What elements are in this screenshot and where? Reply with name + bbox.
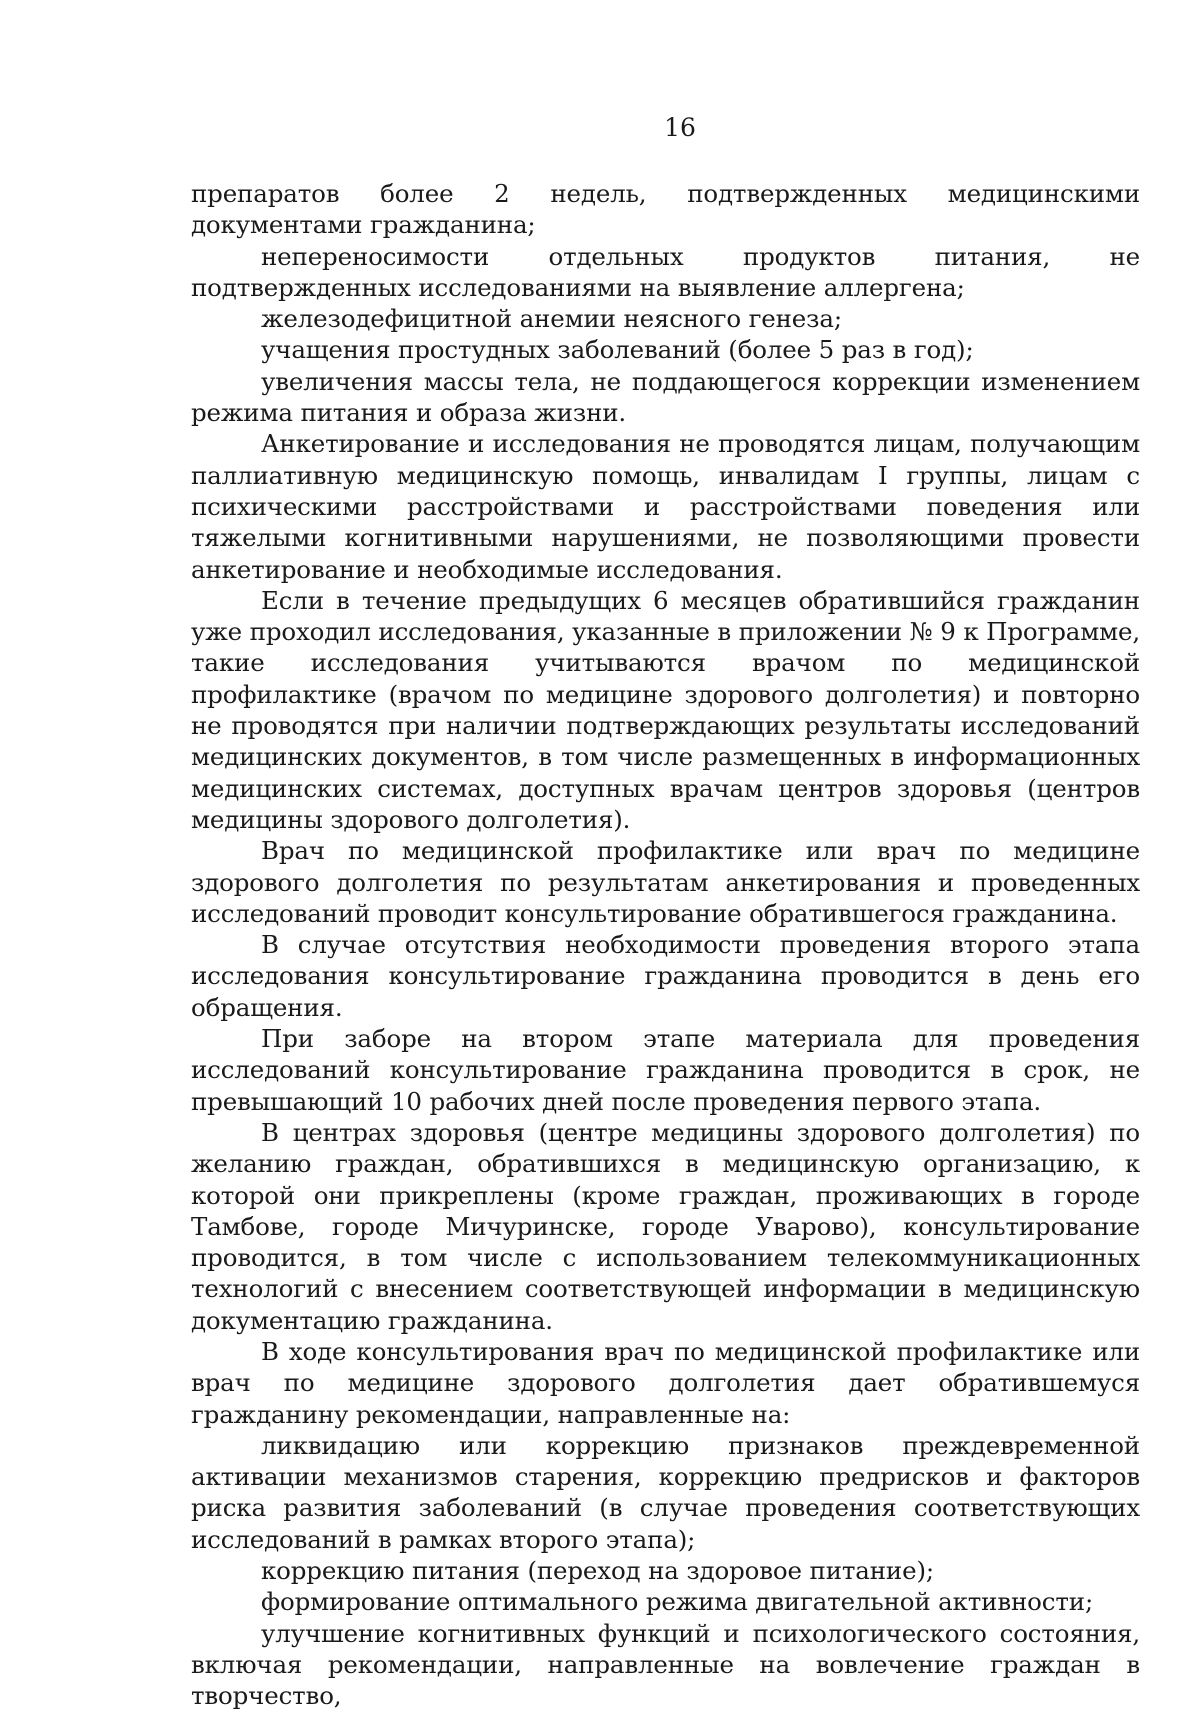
page-number: 16 <box>664 113 696 142</box>
list-item-food-intolerance: непереносимости отдельных продуктов питания, не подтвержденных исследованиями на выявление аллергена; <box>191 241 1140 302</box>
paragraph-consultation: Врач по медицинской профилактике или врач по медицине здорового долголетия по результатам анкетирования и проведенных исследований проводит консультирование обратившегося гражданина. <box>191 836 1140 928</box>
list-item-aging-correction: ликвидацию или коррекцию признаков преждевременной активации механизмов старения, коррекцию предрисков и факторов риска развития заболеваний (в случае проведения соответствующих исследований в рамках второго этапа); <box>191 1430 1140 1554</box>
list-item-cognitive: улучшение когнитивных функций и психологического состояния, включая рекомендации, направленные на вовлечение граждан в творчество, <box>191 1618 1140 1711</box>
paragraph-continuation: препаратов более 2 недель, подтвержденных медицинскими документами гражданина; <box>191 179 1140 240</box>
paragraph-exclusions: Анкетирование и исследования не проводятся лицам, получающим паллиативную медицинскую помощь, инвалидам I группы, лицам с психическими расстройствами и расстройствами поведения или тяжелыми когнитивными нарушениями, не позволяющими провести анкетирование и необходимые исследования. <box>191 429 1140 584</box>
paragraph-telemedicine: В центрах здоровья (центре медицины здорового долголетия) по желанию граждан, обратившихся в медицинскую организацию, к которой они прикреплены (кроме граждан, проживающих в городе Тамбове, городе Мичуринске, городе Уварово), консультирование проводится, в том числе с использованием телекоммуникационных технологий с внесением соответствующей информации в медицинскую документацию гражданина. <box>191 1117 1140 1335</box>
document-body <box>191 178 1140 1712</box>
list-item-colds: учащения простудных заболеваний (более 5 раз в год); <box>261 335 974 365</box>
paragraph-second-stage: При заборе на втором этапе материала для проведения исследований консультирование гражданина проводится в срок, не превышающий 10 рабочих дней после проведения первого этапа. <box>191 1024 1140 1116</box>
paragraph-same-day: В случае отсутствия необходимости проведения второго этапа исследования консультирование гражданина проводится в день его обращения. <box>191 930 1140 1022</box>
list-item-nutrition: коррекцию питания (переход на здоровое питание); <box>261 1556 934 1586</box>
list-item-physical-activity: формирование оптимального режима двигательной активности; <box>261 1587 1094 1617</box>
paragraph-previous-studies: Если в течение предыдущих 6 месяцев обратившийся гражданин уже проходил исследования, указанные в приложении № 9 к Программе, такие исследования учитываются врачом по медицинской профилактике (врачом по медицине здорового долголетия) и повторно не проводятся при наличии подтверждающих результаты исследований медицинских документов, в том числе размещенных в информационных медицинских системах, доступных врачам центров здоровья (центров медицины здорового долголетия). <box>191 585 1140 834</box>
paragraph-recommendations-intro: В ходе консультирования врач по медицинской профилактике или врач по медицине здорового долголетия дает обратившемуся гражданину рекомендации, направленные на: <box>191 1336 1140 1429</box>
list-item-body-mass: увеличения массы тела, не поддающегося коррекции изменением режима питания и образа жизни. <box>191 366 1140 428</box>
list-item-anemia: железодефицитной анемии неясного генеза; <box>261 304 842 334</box>
